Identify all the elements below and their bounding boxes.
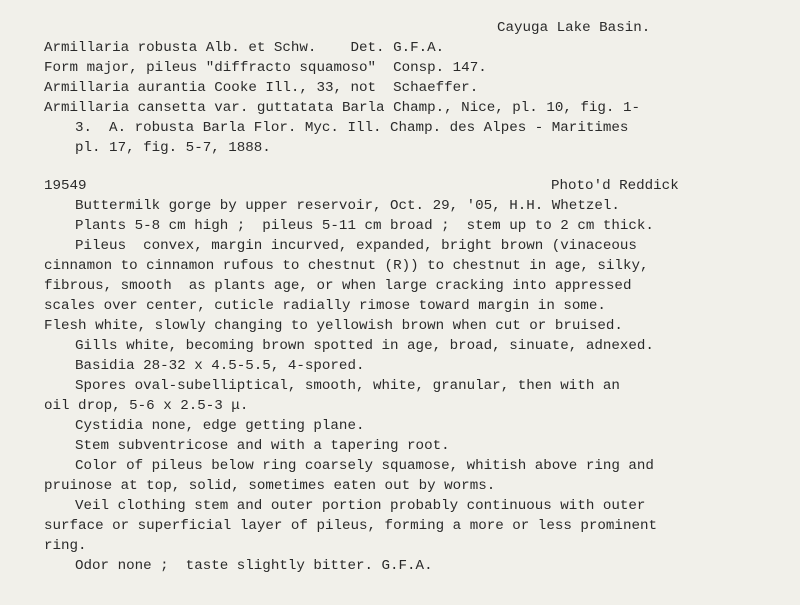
body-line: Cystidia none, edge getting plane.	[75, 418, 365, 434]
body-line: cinnamon to cinnamon rufous to chestnut (R)) to chestnut in age, silky,	[44, 258, 649, 274]
specimen-number: 19549	[44, 178, 87, 194]
basin-label: Cayuga Lake Basin.	[497, 20, 651, 36]
body-line: Veil clothing stem and outer portion probably continuous with outer	[75, 498, 646, 514]
body-line: Buttermilk gorge by upper reservoir, Oct. 29, '05, H.H. Whetzel.	[75, 198, 620, 214]
body-line: surface or superficial layer of pileus, forming a more or less prominent	[44, 518, 657, 534]
body-line: pruinose at top, solid, sometimes eaten out by worms.	[44, 478, 496, 494]
body-line: scales over center, cuticle radially rimose toward margin in some.	[44, 298, 606, 314]
body-line: Spores oval-subelliptical, smooth, white, granular, then with an	[75, 378, 620, 394]
body-line: Pileus convex, margin incurved, expanded, bright brown (vinaceous	[75, 238, 637, 254]
photo-credit: Photo'd Reddick	[551, 178, 679, 194]
header-line: 3. A. robusta Barla Flor. Myc. Ill. Champ. des Alpes - Maritimes	[75, 120, 629, 136]
body-line: Flesh white, slowly changing to yellowish brown when cut or bruised.	[44, 318, 623, 334]
header-line: Armillaria cansetta var. guttatata Barla Champ., Nice, pl. 10, fig. 1-	[44, 100, 640, 116]
body-line: Odor none ; taste slightly bitter. G.F.A.	[75, 558, 433, 574]
header-line: Armillaria robusta Alb. et Schw. Det. G.F.A.	[44, 40, 445, 56]
body-line: Stem subventricose and with a tapering root.	[75, 438, 450, 454]
header-line: Form major, pileus "diffracto squamoso" Consp. 147.	[44, 60, 487, 76]
body-line: ring.	[44, 538, 87, 554]
body-line: oil drop, 5-6 x 2.5-3 μ.	[44, 398, 249, 414]
body-line: fibrous, smooth as plants age, or when large cracking into appressed	[44, 278, 632, 294]
body-line: Basidia 28-32 x 4.5-5.5, 4-spored.	[75, 358, 365, 374]
header-line: pl. 17, fig. 5-7, 1888.	[75, 140, 271, 156]
body-line: Plants 5-8 cm high ; pileus 5-11 cm broad ; stem up to 2 cm thick.	[75, 218, 654, 234]
body-line: Color of pileus below ring coarsely squamose, whitish above ring and	[75, 458, 654, 474]
body-line: Gills white, becoming brown spotted in age, broad, sinuate, adnexed.	[75, 338, 654, 354]
header-line: Armillaria aurantia Cooke Ill., 33, not Schaeffer.	[44, 80, 479, 96]
